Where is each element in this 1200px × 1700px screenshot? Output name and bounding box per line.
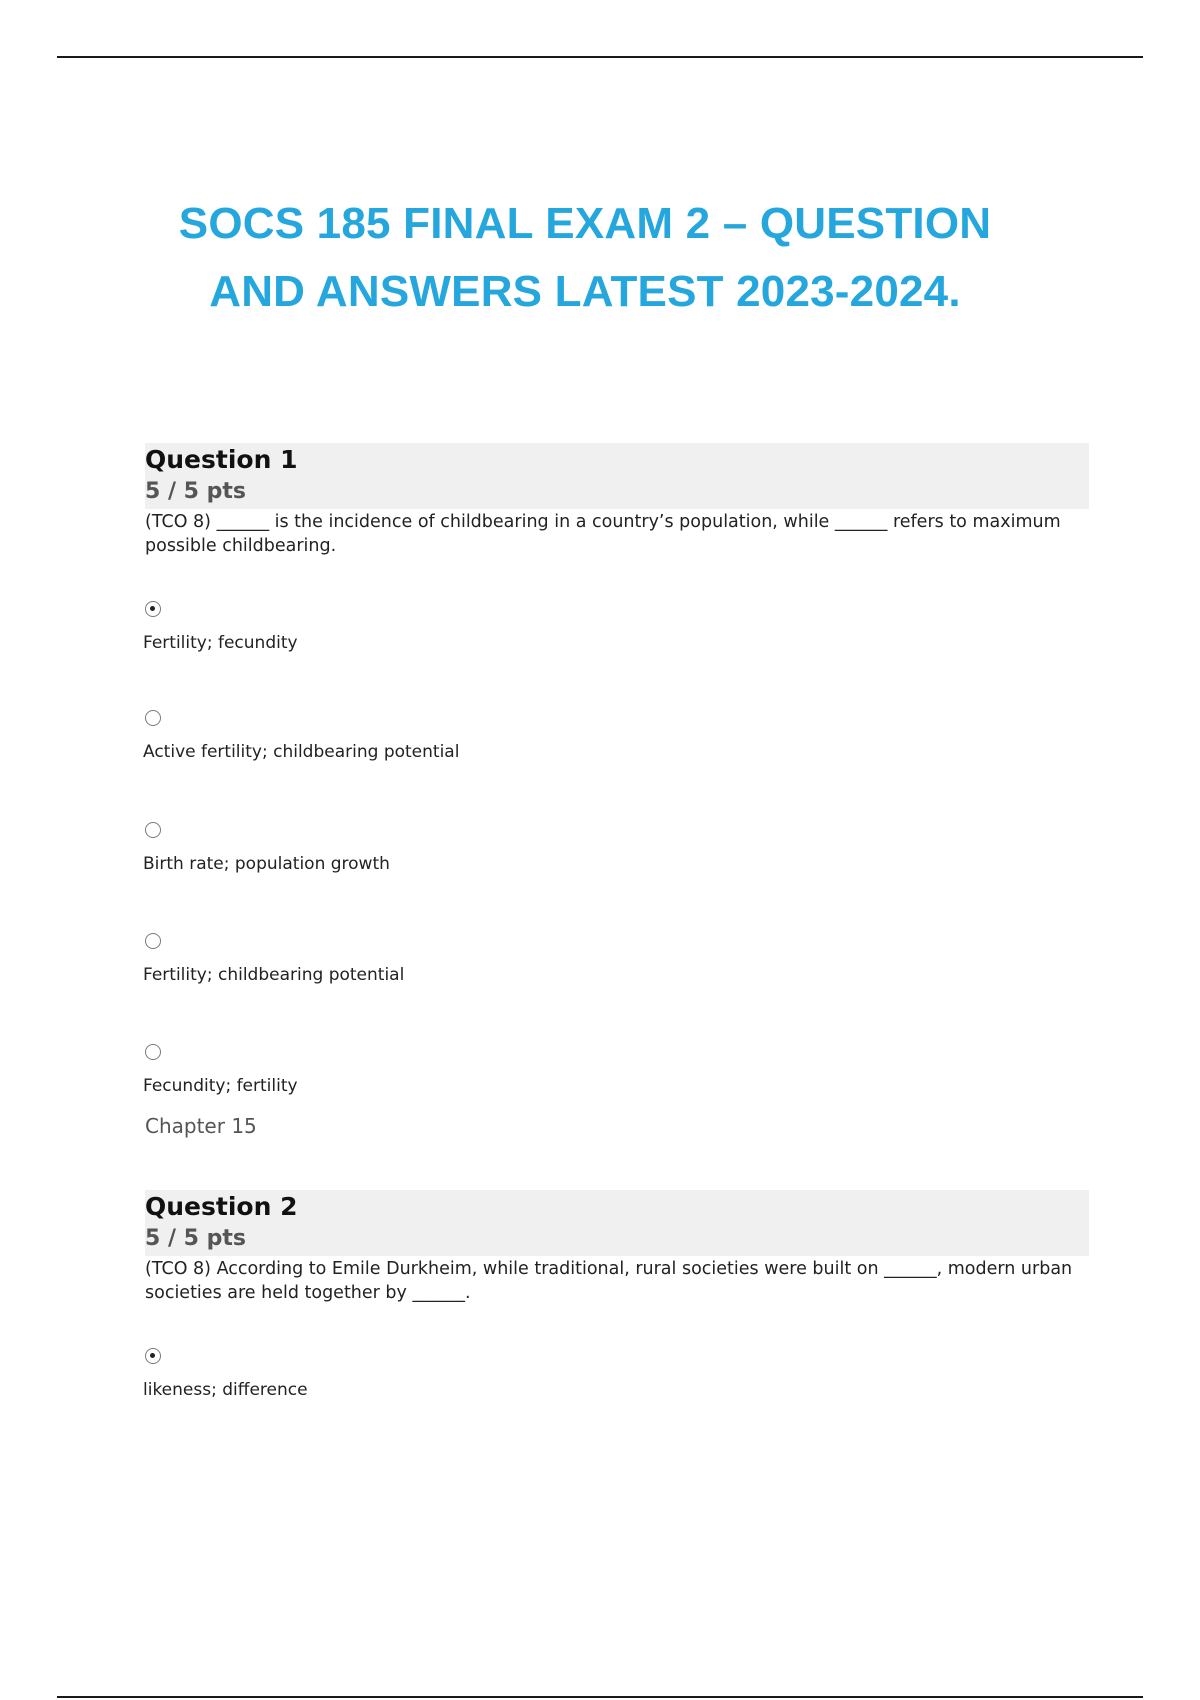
question-text [145, 1257, 1105, 1305]
question-text-line-2: societies are held together by ______. [145, 1283, 471, 1303]
answer-option-3[interactable] [143, 822, 390, 874]
question-text-line-1: (TCO 8) According to Emile Durkheim, while traditional, rural societies were built on ______, modern urban [145, 1259, 1073, 1279]
top-rule [57, 56, 1143, 58]
chapter-reference: Chapter 15 [145, 1114, 257, 1138]
answer-option-1[interactable] [143, 601, 298, 653]
title-line-1: SOCS 185 FINAL EXAM 2 – QUESTION [178, 199, 992, 248]
question-title: Question 1 [145, 445, 298, 474]
question-points: 5 / 5 pts [145, 1226, 246, 1251]
question-header [145, 1190, 1089, 1256]
document-title [80, 190, 1090, 326]
question-title: Question 2 [145, 1192, 298, 1221]
answer-option-5[interactable] [143, 1044, 298, 1096]
answer-label: Fecundity; fertility [143, 1076, 298, 1096]
question-1 [143, 443, 1105, 1138]
answer-option-1[interactable] [143, 1348, 308, 1400]
answer-label: Fertility; childbearing potential [143, 965, 405, 985]
answer-label: Birth rate; population growth [143, 854, 390, 874]
radio-selected-icon[interactable] [145, 601, 161, 617]
answer-label: Active fertility; childbearing potential [143, 742, 460, 762]
answer-label: likeness; difference [143, 1380, 308, 1400]
question-header [145, 443, 1089, 509]
question-text-line-1: (TCO 8) ______ is the incidence of childbearing in a country’s population, while ______ refers to maximum [145, 512, 1061, 532]
radio-icon[interactable] [145, 933, 161, 949]
radio-icon[interactable] [145, 710, 161, 726]
question-text [145, 510, 1105, 558]
radio-selected-icon[interactable] [145, 1348, 161, 1364]
answer-option-4[interactable] [143, 933, 405, 985]
question-points: 5 / 5 pts [145, 479, 246, 504]
question-text-line-2: possible childbearing. [145, 536, 337, 556]
answer-label: Fertility; fecundity [143, 633, 298, 653]
radio-icon[interactable] [145, 1044, 161, 1060]
bottom-rule [57, 1696, 1143, 1698]
title-line-2: AND ANSWERS LATEST 2023-2024. [209, 267, 961, 316]
answer-option-2[interactable] [143, 710, 460, 762]
radio-icon[interactable] [145, 822, 161, 838]
question-2 [143, 1190, 1105, 1400]
